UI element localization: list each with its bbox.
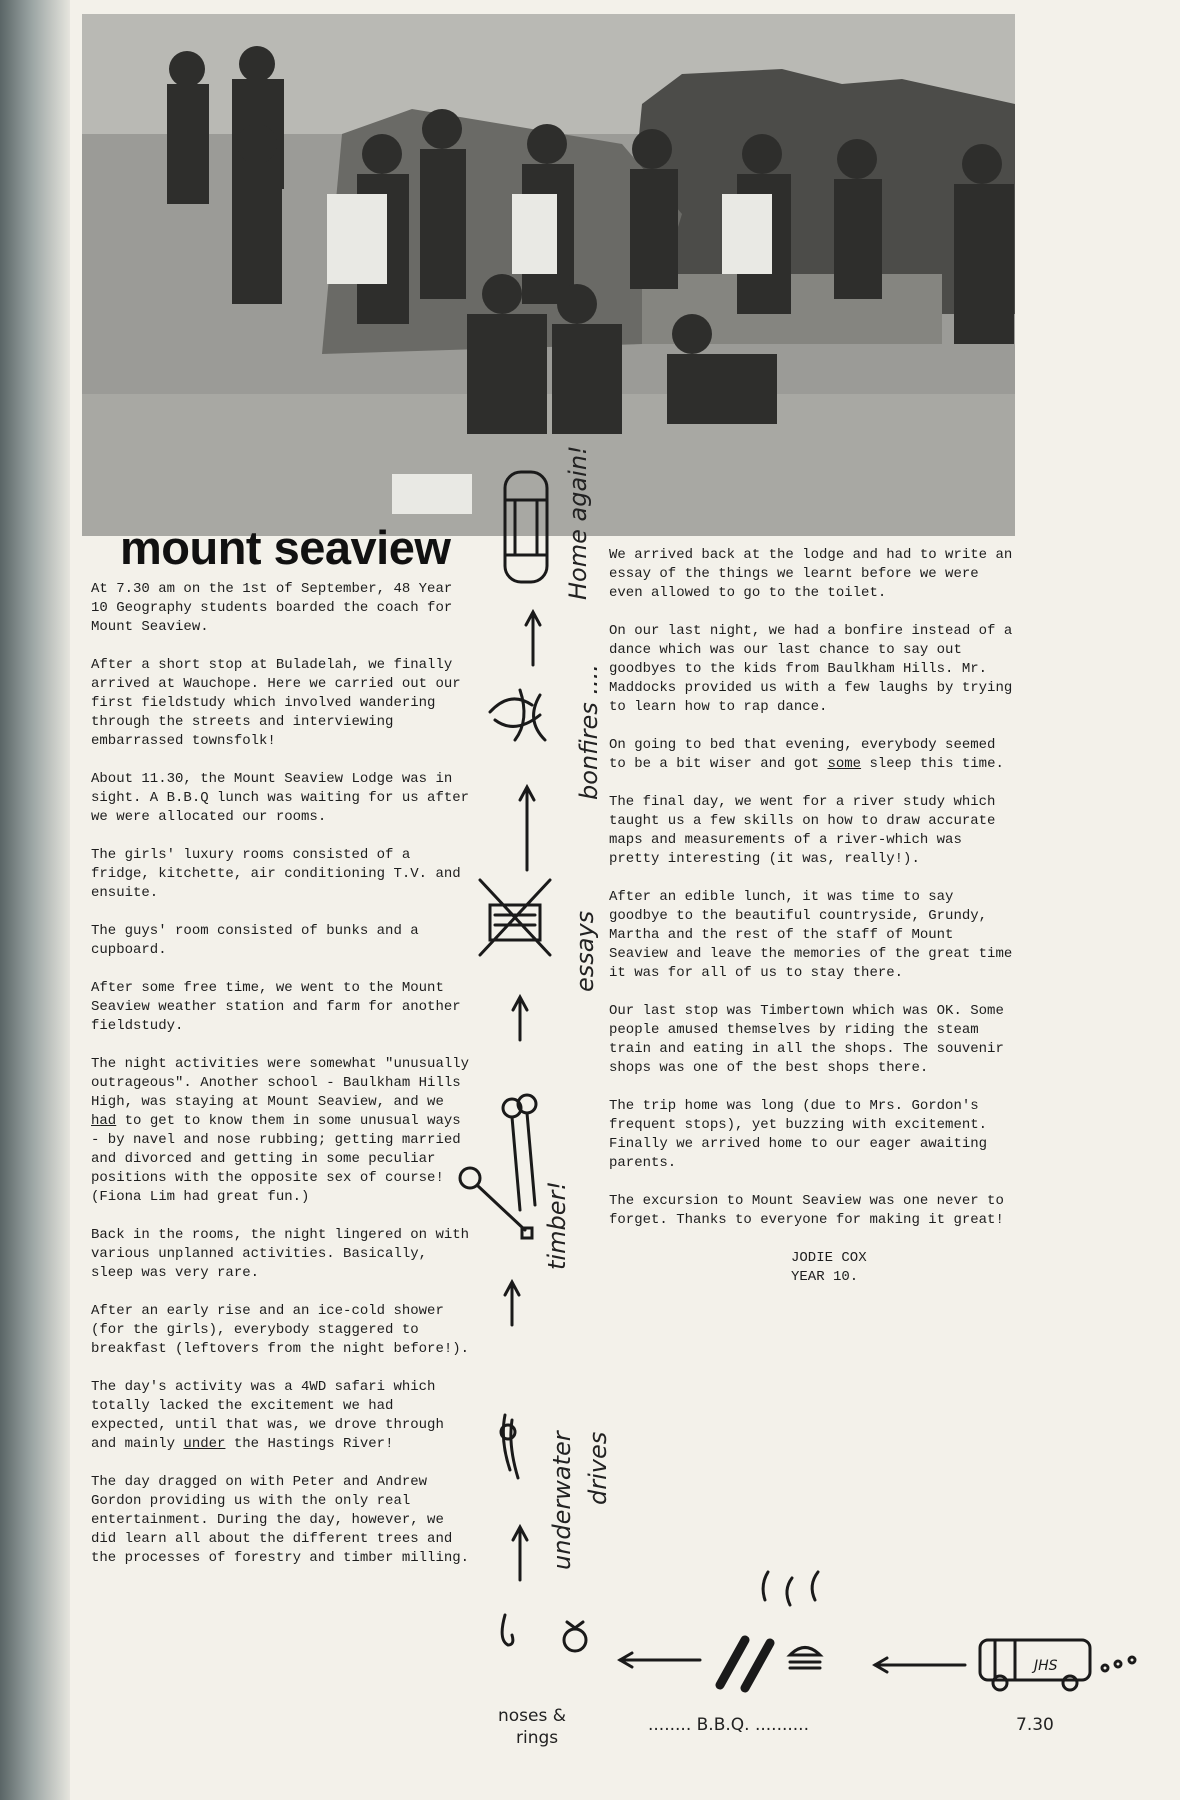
paragraph: Back in the rooms, the night lingered on with various unplanned activities. Basically, sleep was very rare. (91, 1227, 470, 1281)
label-bbq: ........ B.B.Q. .......... (648, 1715, 809, 1735)
underlined-word: under (183, 1436, 226, 1452)
left-arrow-icon (620, 1653, 700, 1667)
label-noses: noses & (498, 1706, 567, 1726)
up-arrow-icon (526, 612, 540, 665)
paragraph: After an edible lunch, it was time to say goodbye to the beautiful countryside, Grundy, Martha and the rest of the staff of Mount Seaview and leave the memories of the great time it was for all of us to stay there. (609, 889, 1013, 981)
label-rings: rings (516, 1728, 559, 1748)
underwater-car-icon (501, 1415, 518, 1478)
underlined-word: some (827, 756, 862, 772)
article-title: mount seaview (120, 521, 451, 574)
paragraph-text: The night activities were somewhat "unusually outrageous". Another school - Baulkham Hills High, was staying at Mount Seaview, and we (91, 1056, 470, 1110)
paragraph: Our last stop was Timbertown which was OK. Some people amused themselves by riding the steam train and eating in all the shops. The souvenir shops was one of the best shops there. (609, 1003, 1004, 1076)
paragraph: On our last night, we had a bonfire instead of a dance which was our last chance to say out goodbyes to the kids from Baulkham Hills. Mr. Maddocks provided us with a few laughs by trying to learn how to rap dance. (609, 623, 1013, 715)
paragraph-text: The day's activity was a 4WD safari which totally lacked the excitement we had expected, until that was, we drove through and mainly (91, 1379, 444, 1452)
paragraph-text: sleep this time. (869, 756, 1004, 772)
up-arrow-icon (520, 787, 534, 870)
paragraph-text: On going to bed that evening, everybody seemed to be a bit wiser and got (609, 737, 996, 772)
paragraph: After an early rise and an ice-cold shower (for the girls), everybody staggered to breakfast (leftovers from the night before!). (91, 1303, 470, 1357)
paragraph: After a short stop at Buladelah, we finally arrived at Wauchope. Here we carried out our first fieldstudy which involved wandering through the streets and interviewing embarrassed townsfolk! (91, 657, 461, 749)
label-underwater: underwater (548, 1431, 576, 1570)
timber-icon (460, 1095, 536, 1238)
bus-sign: JHS (1034, 1658, 1058, 1674)
signature-name: JODIE COX (791, 1250, 867, 1266)
bonfire-icon (490, 690, 545, 740)
paragraph: The final day, we went for a river study which taught us a few skills on how to draw accurate maps and measurements of a river-which was pretty interesting (it was, really!). (609, 794, 996, 867)
paragraph: At 7.30 am on the 1st of September, 48 Year 10 Geography students boarded the coach for Mount Seaview. (91, 581, 453, 635)
label-time: 7.30 (1016, 1715, 1054, 1735)
paragraph: The day dragged on with Peter and Andrew Gordon providing us with the only real entertainment. During the day, however, we did learn all about the different trees and the processes of forestry and timber milling. (91, 1474, 470, 1566)
paragraph-text: to get to know them in some unusual ways - by navel and nose rubbing; getting married and divorced and getting in some peculiar positions with the opposite sex of course! (Fiona Lim had great fun.) (91, 1113, 461, 1205)
paragraph: The girls' luxury rooms consisted of a fridge, kitchette, air conditioning T.V. and ensuite. (91, 847, 461, 901)
up-arrow-icon (505, 1282, 519, 1325)
paragraph: We arrived back at the lodge and had to write an essay of the things we learnt before we were even allowed to go to the toilet. (609, 547, 1013, 601)
signature-year: YEAR 10. (791, 1269, 859, 1285)
label-bonfires: bonfires .... (575, 664, 603, 800)
underlined-word: had (91, 1113, 117, 1129)
paragraph: The excursion to Mount Seaview was one never to forget. Thanks to everyone for making it great! (609, 1193, 1004, 1228)
paragraph: After some free time, we went to the Mount Seaview weather station and farm for another fieldstudy. (91, 980, 461, 1034)
nose-icon (502, 1615, 513, 1645)
paragraph: About 11.30, the Mount Seaview Lodge was in sight. A B.B.Q lunch was waiting for us after we were allocated our rooms. (91, 771, 470, 825)
ring-icon (564, 1622, 586, 1651)
paragraph-text: the Hastings River! (233, 1436, 394, 1452)
label-timber: timber! (543, 1181, 571, 1270)
paragraph: The guys' room consisted of bunks and a cupboard. (91, 923, 419, 958)
paragraph: The trip home was long (due to Mrs. Gordon's frequent stops), yet buzzing with excitement. Finally we arrived home to our eager awaiting parents. (609, 1098, 988, 1171)
label-drives: drives (584, 1431, 612, 1505)
bbq-food-icon (720, 1572, 820, 1688)
left-arrow-icon (875, 1658, 965, 1672)
crossed-desk-icon (480, 880, 550, 955)
label-home-again: Home again! (564, 445, 592, 600)
car-icon (505, 472, 547, 582)
up-arrow-icon (513, 997, 527, 1040)
label-essays: essays (571, 910, 599, 992)
up-arrow-icon (513, 1527, 527, 1580)
